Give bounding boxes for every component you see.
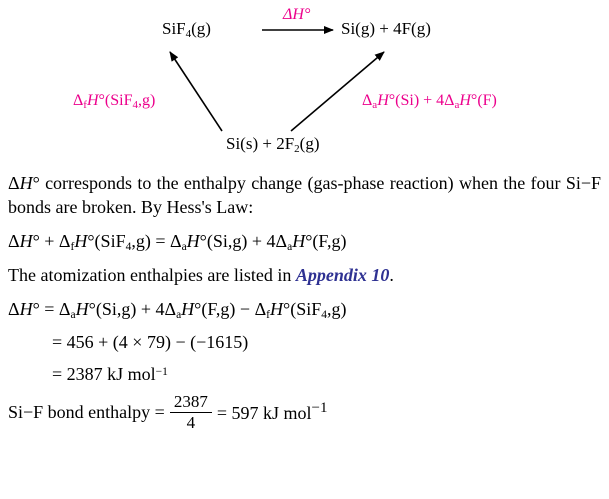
diagram-label-formation: $\Delta_fH^\circ(SiF_4,g)$: [73, 92, 156, 111]
diagram-species-sif4: SiF$_4$(g): [162, 19, 211, 40]
paragraph-atomization-text-after: .: [389, 265, 394, 286]
fraction-numerator: 2387: [173, 392, 208, 411]
diagram-species-si-plus-4f: Si(g) + 4F(g): [341, 19, 431, 38]
final-bond-enthalpy-line: [8, 393, 601, 432]
diagram-label-atomization: $\Delta_aH^\circ(Si) + 4\Delta_aH^\circ(F)$: [362, 92, 497, 111]
equation-numeric-substitution: = 456 + (4 × 79) − (−1615): [52, 332, 249, 352]
paragraph-atomization-text-before: The atomization enthalpies are listed in: [8, 265, 296, 286]
equation-delta-h-expanded: $\Delta H^\circ = \Delta_aH^\circ(Si,g) + 4\Delta_aH^\circ(F,g) - \Delta_fH^\circ(SiF_4,g)$: [8, 299, 347, 321]
thermochemical-cycle-diagram: [0, 0, 609, 168]
appendix-link[interactable]: Appendix 10: [295, 265, 390, 286]
fraction: [170, 393, 212, 432]
equation-total-enthalpy: = 2387 kJ mol$^{-1}$: [52, 364, 168, 384]
equation-hess-law: $\Delta H^\circ + \Delta_fH^\circ(SiF_4,g) = \Delta_aH^\circ(Si,g) + 4\Delta_aH^\circ(F,g)$: [8, 230, 347, 253]
fraction-denominator: 4: [170, 412, 212, 432]
paragraph-atomization-note: [8, 264, 601, 288]
final-bond-enthalpy-result: = 597 kJ mol$^{-1}$: [216, 400, 328, 424]
diagram-label-delta-h: ΔH°: [283, 6, 311, 23]
final-bond-enthalpy-label: Si−F bond enthalpy =: [8, 401, 165, 422]
diagram-species-si-2f2: $Si(s) + 2F_2(g)$: [226, 134, 320, 155]
paragraph-hess-law: ΔH° corresponds to the enthalpy change (gas-phase reaction) when the four Si−F bonds are broken. By Hess's Law:: [8, 173, 601, 217]
